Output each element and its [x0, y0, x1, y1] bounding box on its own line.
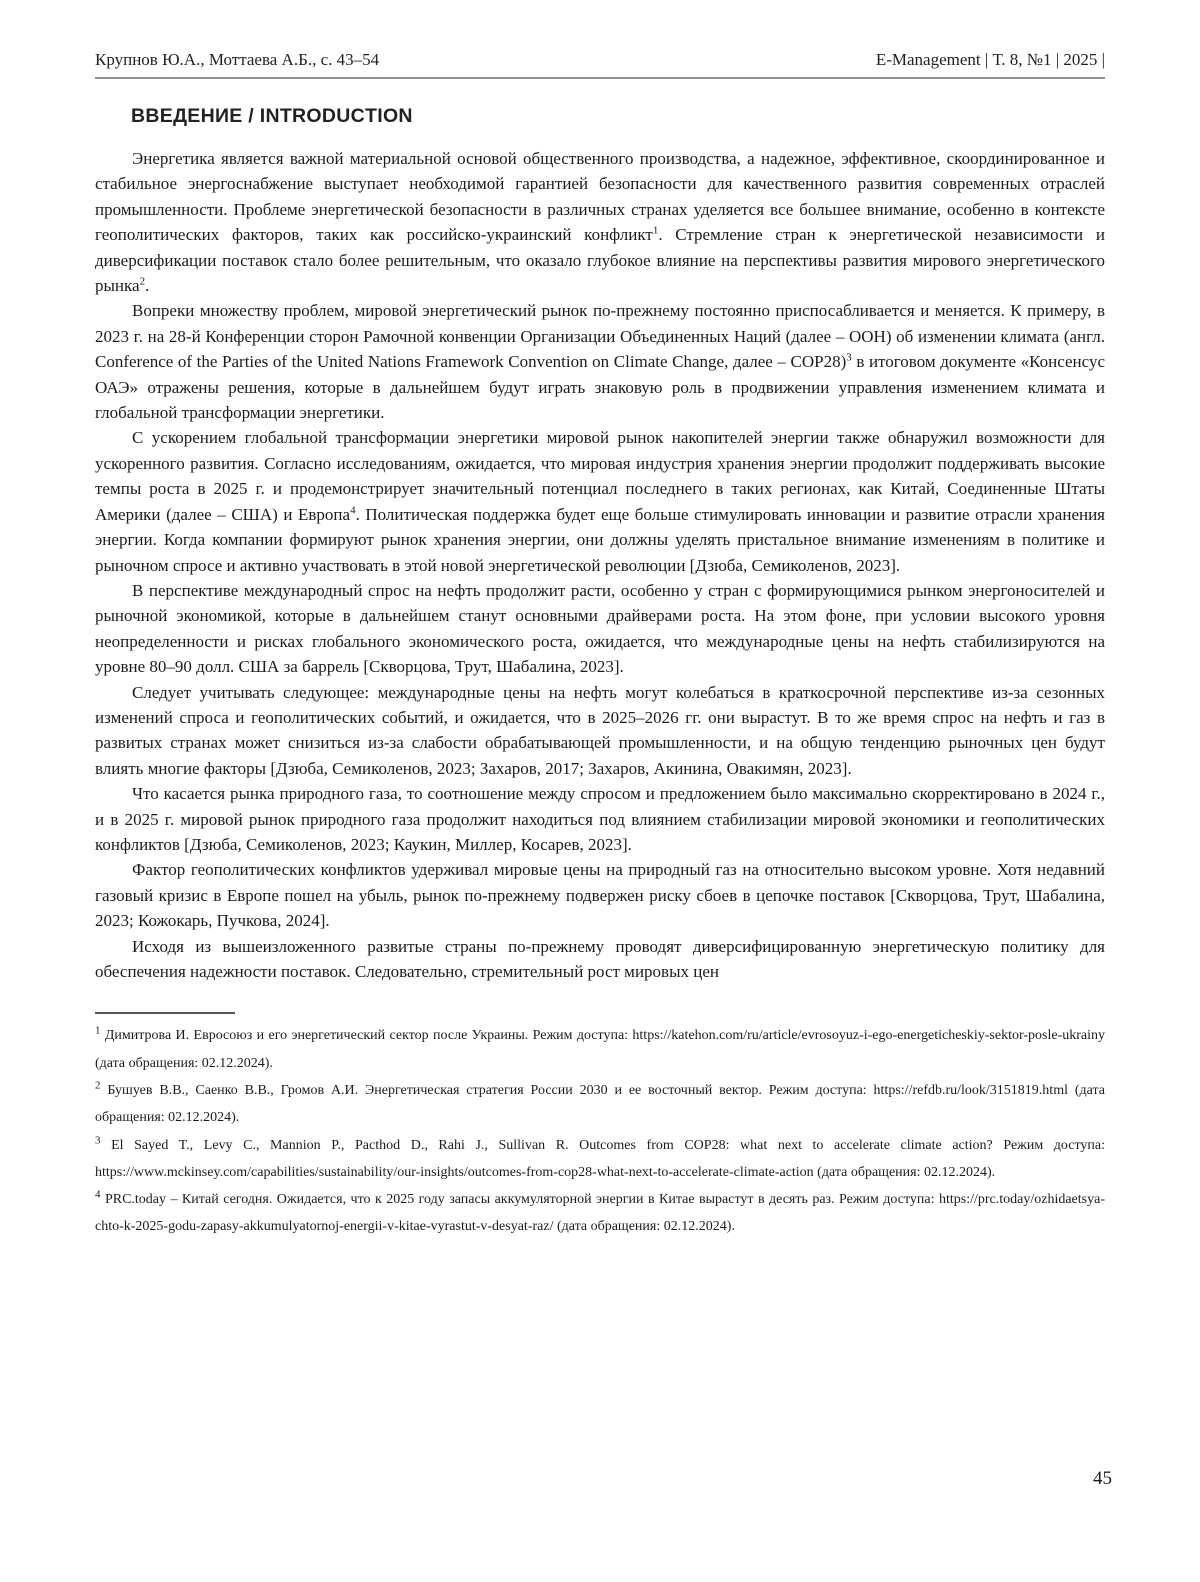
body-paragraph: Следует учитывать следующее: международные цены на нефть могут колебаться в краткосрочной перспективе из-за сезонных изменений спроса и геополитических событий, и ожидается, что в 2025–2026 гг. они вырастут. В то же время спрос на нефть и газ в развитых странах может снизиться из-за слабости обрабатывающей промышленности, и на общую тенденцию рыночных цен будут влиять многие факторы [Дзюба, Семиколенов, 2023; Захаров, 2017; Захаров, Акинина, Овакимян, 2023]. [95, 682, 1105, 778]
header-divider [95, 77, 1105, 79]
body-paragraph: Вопреки множеству проблем, мировой энергетический рынок по-прежнему постоянно приспосабливается и меняется. К примеру, в 2023 г. на 28-й Конференции сторон Рамочной конвенции Организации Объединенных Наций (далее – ООН) об изменении климата (англ. Conference of the Parties of the United Nations Framework Convention on Climate Change, далее – COP28)$^3$ в итоговом документе «Консенсус ОАЭ» отражены решения, которые в дальнейшем будут играть знаковую роль в продвижении управления изменением климата и глобальной трансформации энергетики. [95, 301, 1105, 423]
running-head [95, 50, 1105, 70]
footnote-marker: 1 [95, 1024, 101, 1037]
body-paragraph: В перспективе международный спрос на нефть продолжит расти, особенно у стран с формирующимися рынком энергоносителей и рыночной экономикой, которые в дальнейшем станут основными драйверами роста. На этом фоне, при условии высокого уровня неопределенности и рисках глобального экономического роста, ожидается, что международные цены на нефть стабилизируются на уровне 80–90 долл. США за баррель [Скворцова, Трут, Шабалина, 2023]. [95, 580, 1105, 677]
footnotes-section [95, 1022, 1105, 1240]
footnote-marker: 2 [95, 1079, 101, 1092]
footnote-ref: 1 [652, 224, 659, 237]
body-paragraph: Что касается рынка природного газа, то соотношение между спросом и предложением было максимально скорректировано в 2024 г., и в 2025 г. мировой рынок природного газа продолжит находиться под влиянием стабилизации мировой экономики и геополитических конфликтов [Дзюба, Семиколенов, 2023; Каукин, Миллер, Косарев, 2023]. [95, 784, 1105, 854]
footnote: $^2$ Бушуев В.В., Саенко В.В., Громов А.И. Энергетическая стратегия России 2030 и ее восточный вектор. Режим доступа: https://refdb.ru/look/3151819.html (дата обращения: 02.12.2024). [95, 1079, 1105, 1126]
section-title: ВВЕДЕНИЕ / INTRODUCTION [131, 105, 413, 127]
footnote-ref: 3 [846, 351, 852, 364]
header-authors: Крупнов Ю.А., Моттаева А.Б., с. 43–54 [95, 50, 380, 69]
footnote: $^1$ Димитрова И. Евросоюз и его энергетический сектор после Украины. Режим доступа: https://katehon.com/ru/article/evrosoyuz-i-ego-energeticheskiy-sektor-posle-ukrainy (дата обращения: 02.12.2024). [95, 1024, 1105, 1071]
body-paragraph: Энергетика является важной материальной основой общественного производства, а надежное, эффективное, скоординированное и стабильное энергоснабжение выступает необходимой гарантией безопасности для качественного развития современных отраслей промышленности. Проблеме энергетической безопасности в различных странах уделяется все большее внимание, особенно в контексте геополитических факторов, таких как российско-украинский конфликт$^1$. Стремление стран к энергетической независимости и диверсификации поставок стало более решительным, что оказало глубокое влияние на перспективы развития мирового энергетического рынка$^2$. [95, 149, 1106, 296]
body-paragraph: Фактор геополитических конфликтов удерживал мировые цены на природный газ на относительно высоком уровне. Хотя недавний газовый кризис в Европе пошел на убыль, рынок по-прежнему подвержен риску сбоев в цепочке поставок [Скворцова, Трут, Шабалина, 2023; Кожокарь, Пучкова, 2024]. [95, 860, 1105, 931]
body-paragraph: С ускорением глобальной трансформации энергетики мировой рынок накопителей энергии также обнаружил возможности для ускоренного развития. Согласно исследованиям, ожидается, что мировая индустрия хранения энергии продолжит поддерживать высокие темпы роста в 2025 г. и продемонстрирует значительный потенциал последнего в таких регионах, как Китай, Соединенные Штаты Америки (далее – США) и Европа$^4$. Политическая поддержка будет еще больше стимулировать инновации и развитие отрасли хранения энергии. Когда компании формируют рынок хранения энергии, они должны уделять пристальное внимание изменениям в политике и рыночном спросе и активно участвовать в этой новой энергетической революции [Дзюба, Семиколенов, 2023]. [95, 428, 1105, 575]
footnote-ref: 4 [350, 504, 356, 517]
article-body [95, 146, 1105, 984]
page-number: 45 [1093, 1468, 1112, 1489]
footnote-ref: 2 [139, 275, 146, 288]
footnote: $^3$ El Sayed T., Levy C., Mannion P., Pacthod D., Rahi J., Sullivan R. Outcomes from COP28: what next to accelerate climate action? Режим доступа: https://www.mckinsey.com/capabilities/sustainability/our-insights/outcomes-from-cop28-what-next-to-accelerate-climate-action (дата обращения: 02.12.2024). [95, 1133, 1105, 1180]
footnote: $^4$ PRC.today – Китай сегодня. Ожидается, что к 2025 году запасы аккумуляторной энергии в Китае вырастут в десять раз. Режим доступа: https://prc.today/ozhidaetsya-chto-k-2025-godu-zapasy-akkumulyatornoj-energii-v-kitae-vyrastut-v-desyat-raz/ (дата обращения: 02.12.2024). [95, 1188, 1105, 1235]
body-paragraph: Исходя из вышеизложенного развитые страны по-прежнему проводят диверсифицированную энергетическую политику для обеспечения надежности поставок. Следовательно, стремительный рост мировых цен [95, 936, 1105, 981]
footnote-marker: 4 [95, 1188, 101, 1201]
header-journal: E-Management | Т. 8, №1 | 2025 | [875, 50, 1105, 69]
footnote-marker: 3 [95, 1133, 101, 1146]
footnote-divider [95, 1012, 235, 1014]
